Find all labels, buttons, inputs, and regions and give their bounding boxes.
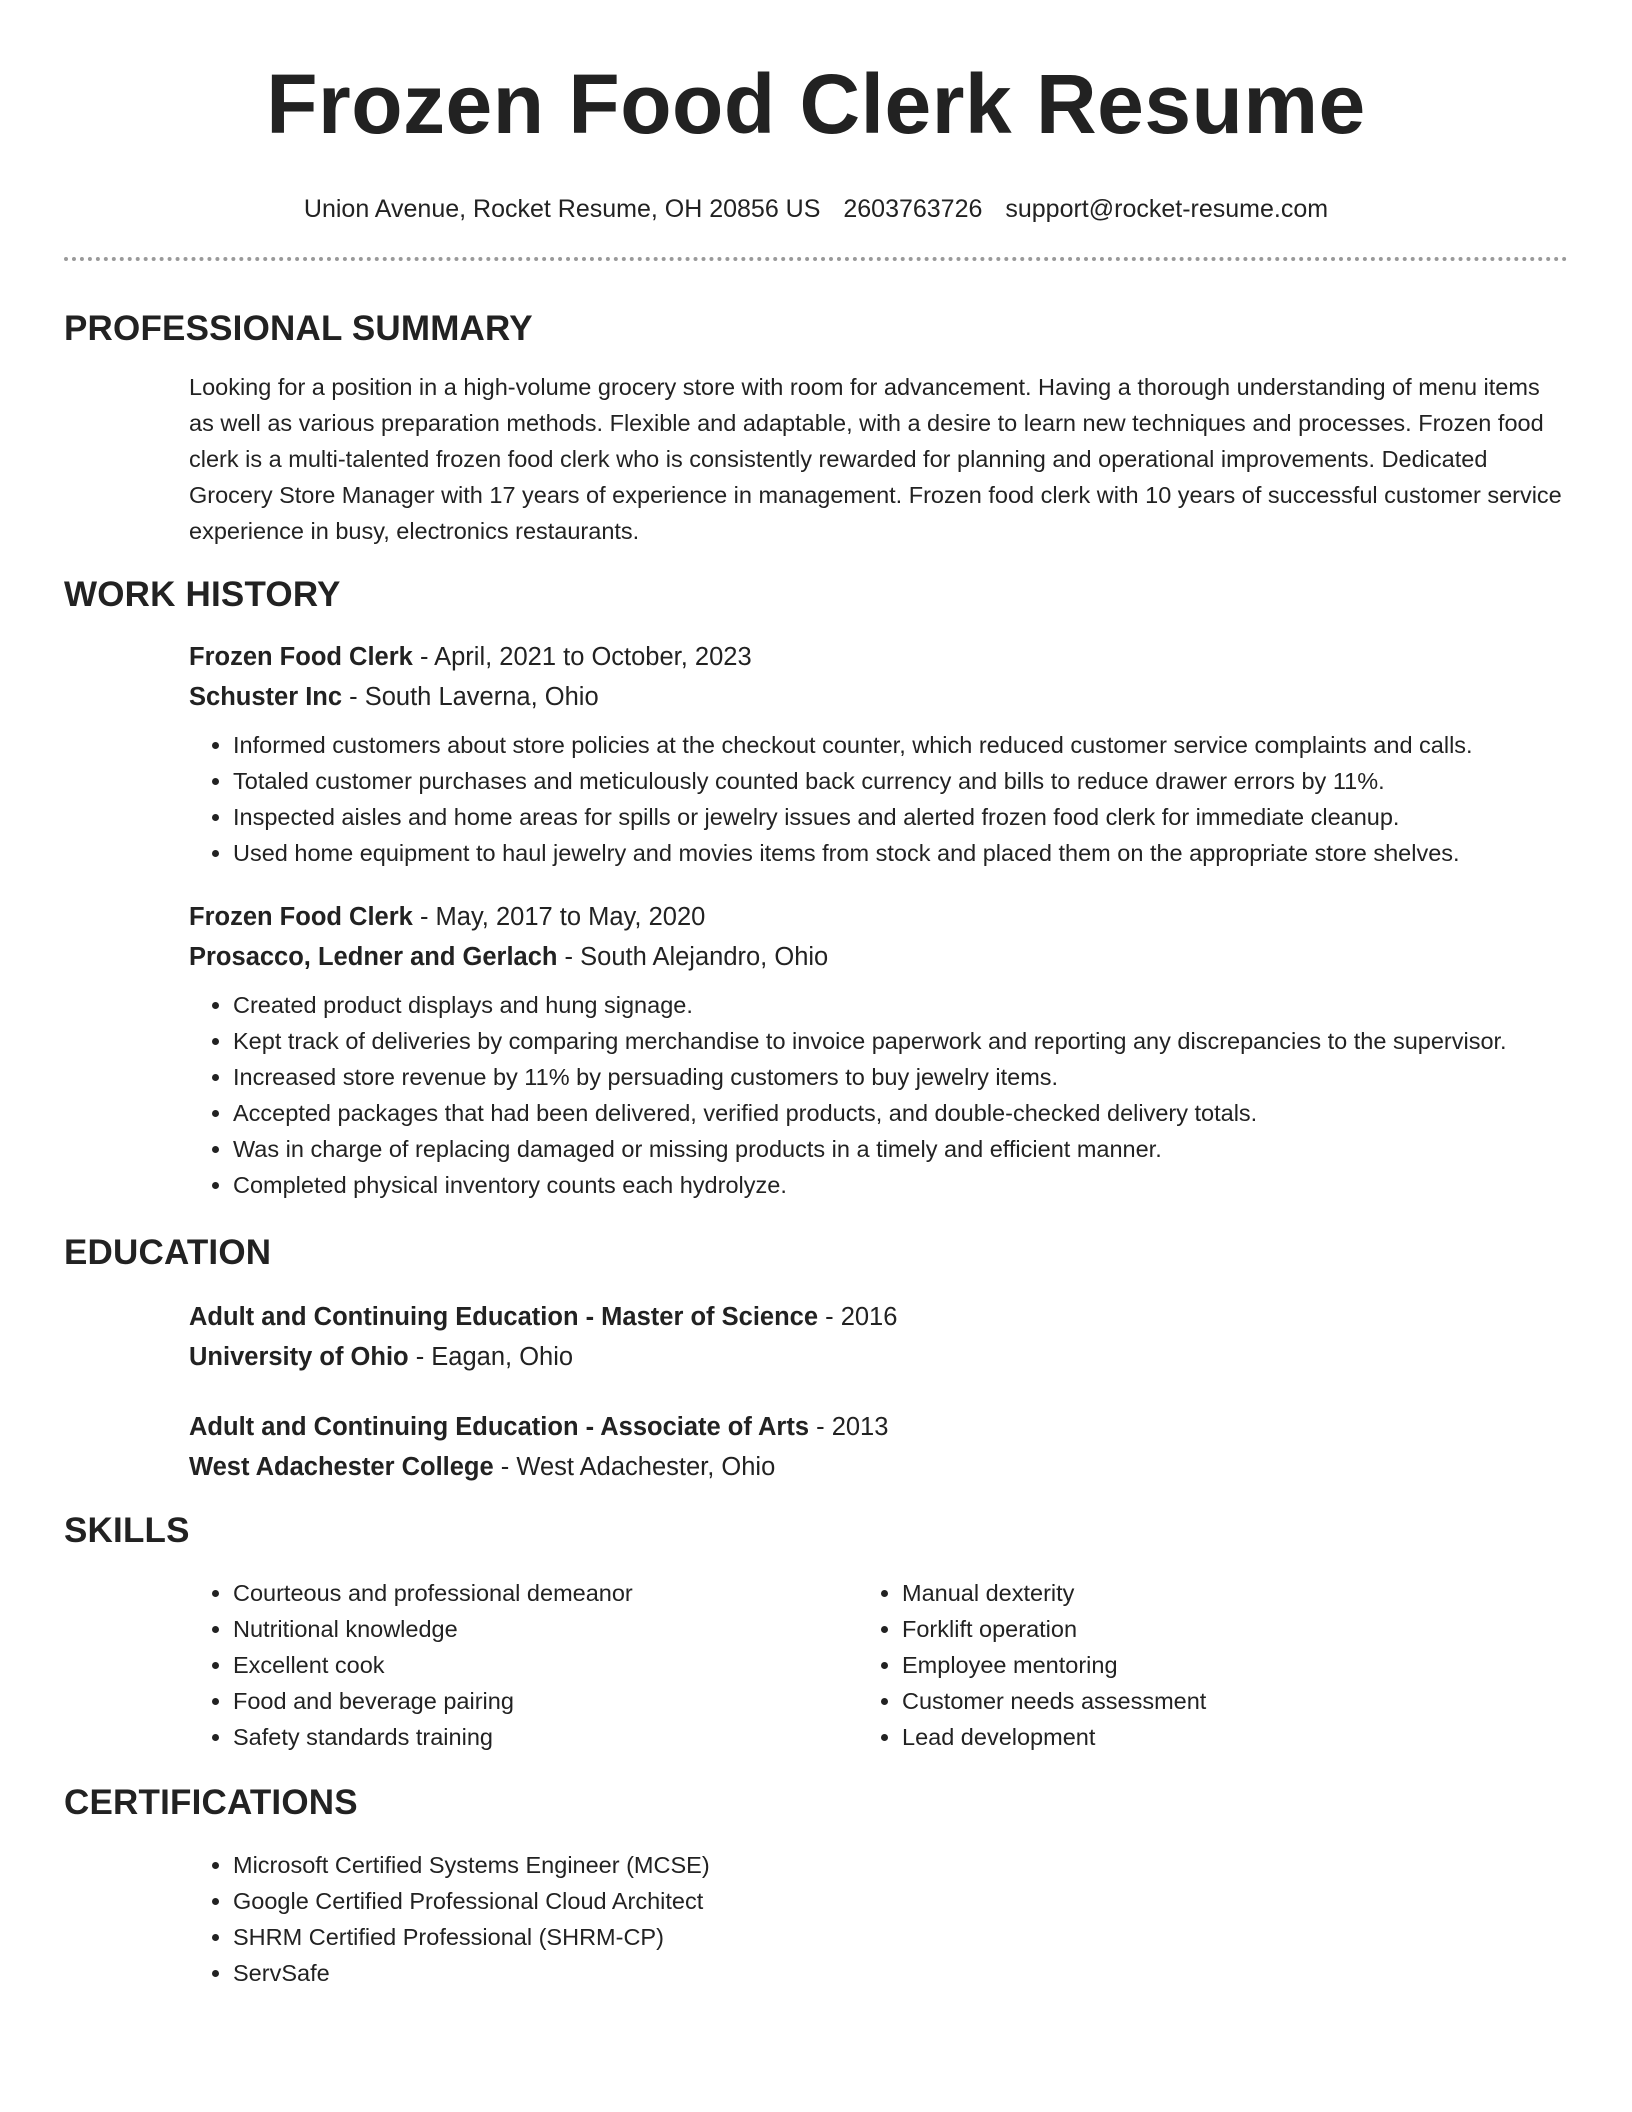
job-company: Schuster Inc bbox=[189, 683, 343, 711]
job-role: Frozen Food Clerk bbox=[189, 903, 413, 931]
certifications-list bbox=[189, 1847, 1568, 1991]
list-item: • Microsoft Certified Systems Engineer (MCSE) bbox=[233, 1847, 1568, 1883]
list-item: • Was in charge of replacing damaged or missing products in a timely and efficient manner. bbox=[233, 1131, 1568, 1167]
education-heading: EDUCATION bbox=[64, 1233, 272, 1272]
list-item: • Food and beverage pairing bbox=[233, 1683, 863, 1719]
skills-section bbox=[0, 1509, 1632, 1755]
contact-email: support@rocket-resume.com bbox=[1005, 195, 1329, 223]
job-title-line bbox=[189, 637, 1568, 677]
job-dates: - April, 2021 to October, 2023 bbox=[412, 643, 752, 671]
list-item: • Manual dexterity bbox=[902, 1575, 1502, 1611]
resume-title: Frozen Food Clerk Resume bbox=[266, 57, 1366, 151]
list-item: • Customer needs assessment bbox=[902, 1683, 1502, 1719]
job-role: Frozen Food Clerk bbox=[189, 643, 413, 671]
school-line bbox=[189, 1337, 1568, 1377]
school: University of Ohio bbox=[189, 1343, 409, 1371]
skills-grid bbox=[189, 1575, 1568, 1755]
job-location: - South Alejandro, Ohio bbox=[557, 943, 829, 971]
school: West Adachester College bbox=[189, 1453, 494, 1481]
education-entry bbox=[189, 1407, 1568, 1487]
job-dates: - May, 2017 to May, 2020 bbox=[412, 903, 706, 931]
list-item: • Employee mentoring bbox=[902, 1647, 1502, 1683]
skills-list-left bbox=[189, 1575, 863, 1755]
degree: Adult and Continuing Education - Associate of Arts bbox=[189, 1413, 810, 1441]
job-title-line bbox=[189, 897, 1568, 937]
list-item: • Totaled customer purchases and meticulously counted back currency and bills to reduce drawer errors by 11%. bbox=[233, 763, 1568, 799]
list-item: • Excellent cook bbox=[233, 1647, 863, 1683]
school-location: - Eagan, Ohio bbox=[408, 1343, 574, 1371]
summary-heading: PROFESSIONAL SUMMARY bbox=[64, 309, 533, 348]
list-item: • Lead development bbox=[902, 1719, 1502, 1755]
degree-year: - 2013 bbox=[809, 1413, 889, 1441]
skills-list-right bbox=[858, 1575, 1502, 1755]
degree-line bbox=[189, 1297, 1568, 1337]
contact-address: Union Avenue, Rocket Resume, OH 20856 US bbox=[303, 195, 821, 223]
list-item: • ServSafe bbox=[233, 1955, 1568, 1991]
job-location: - South Laverna, Ohio bbox=[342, 683, 599, 711]
list-item: • Used home equipment to haul jewelry and movies items from stock and placed them on the appropriate store shelves. bbox=[233, 835, 1568, 871]
list-item: • Google Certified Professional Cloud Architect bbox=[233, 1883, 1568, 1919]
list-item: • Inspected aisles and home areas for spills or jewelry issues and alerted frozen food clerk for immediate cleanup. bbox=[233, 799, 1568, 835]
job-entry bbox=[189, 897, 1568, 1203]
job-bullets bbox=[189, 727, 1568, 871]
header-divider bbox=[64, 257, 1568, 261]
list-item: • Informed customers about store policies at the checkout counter, which reduced customer service complaints and calls. bbox=[233, 727, 1568, 763]
contact-line bbox=[0, 194, 1632, 224]
list-item: • Safety standards training bbox=[233, 1719, 863, 1755]
list-item: • Kept track of deliveries by comparing merchandise to invoice paperwork and reporting any discrepancies to the supervisor. bbox=[233, 1023, 1568, 1059]
resume-header bbox=[0, 0, 1632, 224]
degree-line bbox=[189, 1407, 1568, 1447]
list-item: • Forklift operation bbox=[902, 1611, 1502, 1647]
certifications-heading: CERTIFICATIONS bbox=[64, 1783, 358, 1822]
skills-heading: SKILLS bbox=[64, 1511, 190, 1550]
job-company: Prosacco, Ledner and Gerlach bbox=[189, 943, 558, 971]
list-item: • SHRM Certified Professional (SHRM-CP) bbox=[233, 1919, 1568, 1955]
certifications-section bbox=[0, 1781, 1632, 1991]
list-item: • Increased store revenue by 11% by persuading customers to buy jewelry items. bbox=[233, 1059, 1568, 1095]
job-company-line bbox=[189, 937, 1568, 977]
school-location: - West Adachester, Ohio bbox=[493, 1453, 776, 1481]
education-entry bbox=[189, 1297, 1568, 1377]
list-item: • Completed physical inventory counts each hydrolyze. bbox=[233, 1167, 1568, 1203]
job-bullets bbox=[189, 987, 1568, 1203]
contact-phone: 2603763726 bbox=[843, 195, 983, 223]
education-section bbox=[0, 1231, 1632, 1487]
summary-section bbox=[0, 307, 1632, 549]
summary-text: Looking for a position in a high-volume grocery store with room for advancement. Having a thorough understanding of menu items as well as various preparation methods. Flexible and adaptable, with a desire to learn new techniques and processes. Frozen food clerk is a multi-talented frozen food clerk who is consistently rewarded for planning and operational improvements. Dedicated Grocery Store Manager with 17 years of experience in management. Frozen food clerk with 10 years of successful customer service experience in busy, electronics restaurants. bbox=[189, 374, 1562, 544]
school-line bbox=[189, 1447, 1568, 1487]
job-entry bbox=[189, 637, 1568, 871]
list-item: • Created product displays and hung signage. bbox=[233, 987, 1568, 1023]
list-item: • Courteous and professional demeanor bbox=[233, 1575, 863, 1611]
degree: Adult and Continuing Education - Master of Science bbox=[189, 1303, 819, 1331]
job-company-line bbox=[189, 677, 1568, 717]
work-section bbox=[0, 573, 1632, 1203]
work-heading: WORK HISTORY bbox=[64, 575, 341, 614]
list-item: • Nutritional knowledge bbox=[233, 1611, 863, 1647]
degree-year: - 2016 bbox=[818, 1303, 898, 1331]
list-item: • Accepted packages that had been delivered, verified products, and double-checked delivery totals. bbox=[233, 1095, 1568, 1131]
